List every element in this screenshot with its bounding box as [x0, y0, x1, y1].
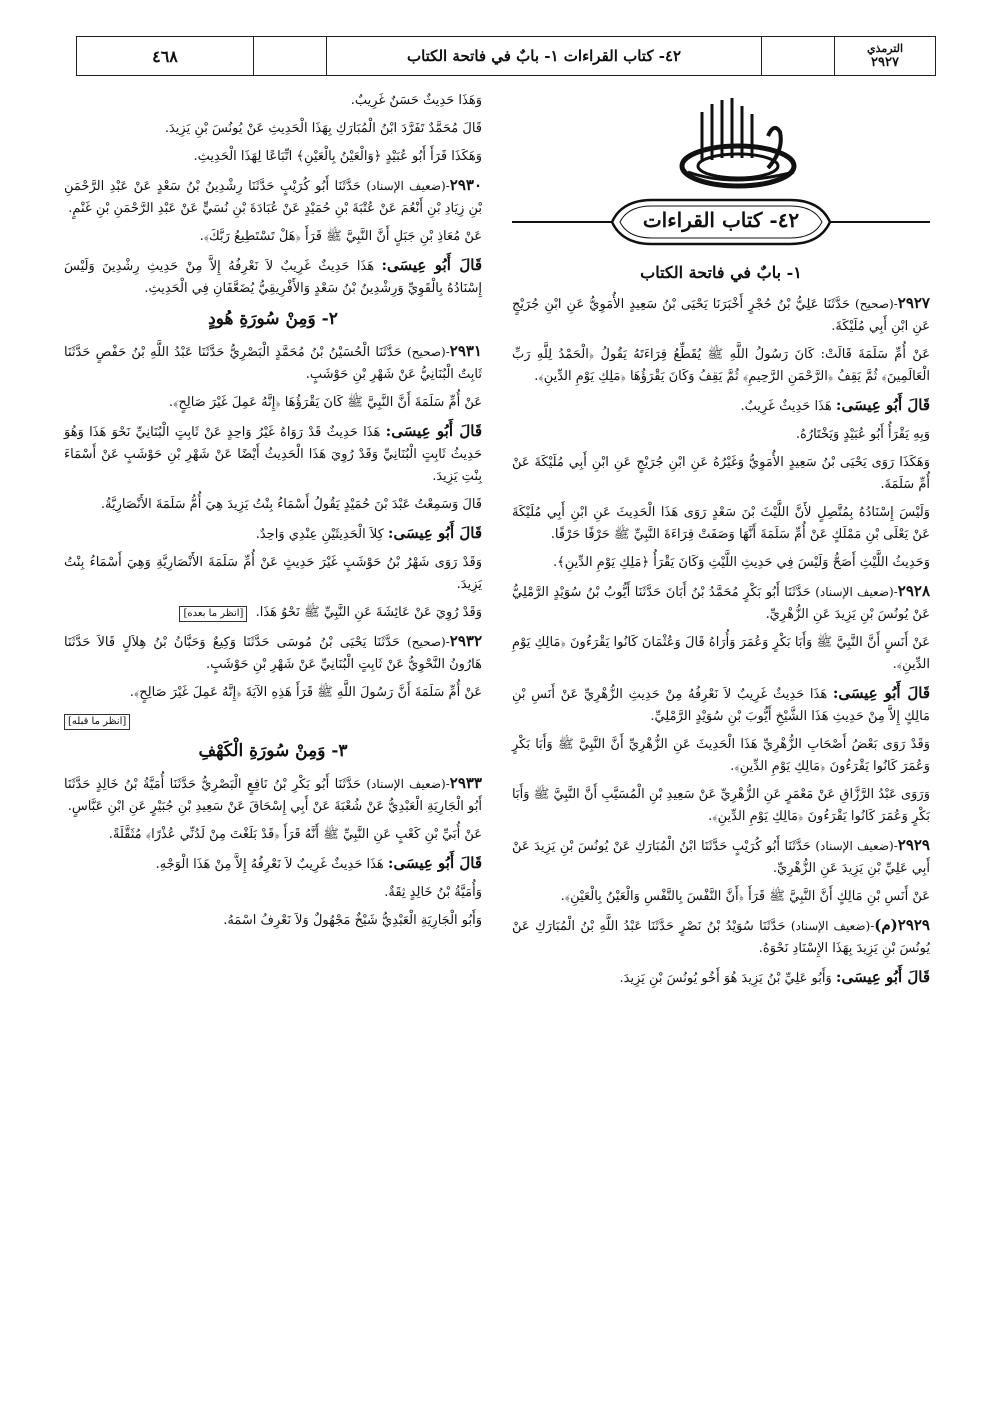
hadith-2929 — [512, 834, 930, 880]
commentary-paragraph: وَقَدْ رَوَى بَعْضُ أَصْحَابِ الزُّهْرِيِّ هَذَا الْحَدِيثَ عَنِ الزُّهْرِيِّ أَنَّ النَّبِيَّ ﷺ وَأَبَا بَكْرٍ وَعُمَرَ كَانُوا يَقْرَءُونَ ﴿مَالِكِ يَوْمِ الدِّينِ﴾. — [512, 737, 930, 774]
hadith-number: ٢٩٢٩(م) — [874, 916, 930, 934]
abu-isa-label: قَالَ أَبُو عِيسَى: — [832, 684, 930, 702]
header-cell-empty — [253, 37, 326, 75]
hadith-isnad: حَدَّثَنَا الْحُسَيْنُ بْنُ مُحَمَّدٍ الْبَصْرِيُّ حَدَّثَنَا عَبْدُ اللَّهِ بْنُ حَفْصٍ حَدَّثَنَا ثَابِتٌ الْبُنَانِيُّ عَنْ شَهْرِ بْنِ حَوْشَبٍ. — [64, 345, 482, 382]
cross-reference: [انظر ما قبله] — [64, 714, 130, 730]
commentary — [64, 522, 482, 546]
source-number: ٢٩٢٧ — [871, 55, 899, 70]
hadith-matn: عَنْ أُمِّ سَلَمَةَ أَنَّ النَّبِيَّ ﷺ كَانَ يَقْرَؤُهَا ﴿إِنَّهُ عَمِلَ غَيْرَ صَالِحٍ﴾. — [168, 395, 482, 410]
commentary-paragraph: وَقَدْ رَوَى شَهْرُ بْنُ حَوْشَبٍ غَيْرَ حَدِيثٍ عَنْ أُمِّ سَلَمَةَ الأَنْصَارِيَّةِ وَهِيَ أَسْمَاءُ بِنْتُ يَزِيدَ. — [64, 555, 482, 592]
header-cell-empty — [761, 37, 834, 75]
commentary-text: هَذَا حَدِيثٌ غَرِيبٌ. — [740, 399, 832, 414]
hadith-2928 — [512, 580, 930, 626]
commentary-paragraph: وَبِهِ يَقْرَأُ أَبُو عُبَيْدٍ وَيَخْتَارُهُ. — [795, 427, 930, 442]
section-heading: ١- بابٌ في فاتحة الكتاب — [640, 263, 802, 282]
hadith-matn: عَنْ أَنَسِ بْنِ مَالِكٍ أَنَّ النَّبِيَّ ﷺ قَرَأَ ﴿أَنَّ النَّفْسَ بِالنَّفْسِ وَالْعَيْنُ بِالْعَيْنِ﴾. — [560, 889, 930, 904]
hadith-matn: عَنْ مُعَاذِ بْنِ جَبَلٍ أَنَّ النَّبِيَّ ﷺ قَرَأَ ﴿هَلْ تَسْتَطِيعُ رَبَّكَ﴾. — [199, 229, 482, 244]
hadith-isnad: حَدَّثَنَا سُوَيْدُ بْنُ نَصْرٍ حَدَّثَنَا عَبْدُ اللَّهِ بْنُ الْمُبَارَكِ عَنْ يُونُسَ بْنِ يَزِيدَ بِهَذَا الإِسْنَادِ نَحْوَهُ. — [512, 919, 930, 956]
commentary-text: وَأَبُو عَلِيِّ بْنُ يَزِيدَ هُوَ أَخُو يُونُسَ بْنِ يَزِيدَ. — [619, 971, 832, 986]
page-header — [76, 36, 936, 76]
commentary-paragraph — [64, 602, 482, 624]
hadith-grade: -(ضعيف الإسناد) — [790, 919, 875, 933]
hadith-2931 — [64, 340, 482, 386]
hadith-isnad: حَدَّثَنَا أَبُو بَكْرِ بْنُ نَافِعٍ الْبَصْرِيُّ حَدَّثَنَا أُمَيَّةُ بْنُ خَالِدٍ حَدَّثَنَا أَبُو الْجَارِيَةِ الْعَبْدِيُّ عَنْ شُعْبَةَ عَنْ أَبِي إِسْحَاقَ عَنْ سَعِيدِ بْنِ جُبَيْرٍ عَنِ ابْنِ عَبَّاسٍ. — [64, 777, 482, 814]
hadith-number: ٢٩٢٨ — [897, 582, 931, 600]
chapter-title: ٤٢- كتاب القراءات — [642, 208, 800, 232]
commentary — [512, 682, 930, 728]
cross-reference-line — [64, 710, 482, 732]
hadith-grade: -(ضعيف الإسناد) — [815, 839, 898, 853]
abu-isa-label: قَالَ أَبُو عِيسَى: — [835, 968, 930, 986]
hadith-matn: عَنْ أَنَسٍ أَنَّ النَّبِيَّ ﷺ وَأَبَا بَكْرٍ وَعُمَرَ وَأُرَاهُ قَالَ وَعُثْمَانَ كَانُوا يَقْرَءُونَ ﴿مَالِكِ يَوْمِ الدِّينِ﴾. — [512, 635, 930, 672]
commentary-text: هَذَا حَدِيثٌ غَرِيبٌ لاَ نَعْرِفُهُ مِنْ حَدِيثِ الزُّهْرِيِّ عَنْ أَنَسِ بْنِ مَالِكٍ إِلاَّ مِنْ حَدِيثِ هَذَا الشَّيْخِ أَيُّوبَ بْنِ سُوَيْدٍ الرَّمْلِيِّ. — [512, 687, 930, 724]
commentary-paragraph: وَهَكَذَا رَوَى يَحْيَى بْنُ سَعِيدٍ الأُمَوِيُّ وَغَيْرُهُ عَنِ ابْنِ جُرَيْجٍ عَنِ ابْنِ أَبِي مُلَيْكَةَ عَنْ أُمِّ سَلَمَةَ. — [512, 455, 930, 492]
hadith-isnad: حَدَّثَنَا أَبُو كُرَيْبٍ حَدَّثَنَا ابْنُ الْمُبَارَكِ عَنْ يُونُسَ بْنِ يَزِيدَ عَنْ أَبِي عَلِيِّ بْنِ يَزِيدَ عَنِ الزُّهْرِيِّ. — [512, 839, 930, 876]
commentary-paragraph: وَرَوَى عَبْدُ الرَّزَّاقِ عَنْ مَعْمَرٍ عَنِ الزُّهْرِيِّ عَنْ سَعِيدِ بْنِ الْمُسَيَّبِ أَنَّ النَّبِيَّ ﷺ وَأَبَا بَكْرٍ وَعُمَرَ كَانُوا يَقْرَءُونَ ﴿مَالِكِ يَوْمِ الدِّينِ﴾. — [512, 787, 930, 824]
commentary — [64, 852, 482, 876]
hadith-grade: -(صحيح) — [855, 297, 898, 311]
hadith-matn: عَنْ أُمِّ سَلَمَةَ أَنَّ رَسُولَ اللَّهِ ﷺ قَرَأَ هَذِهِ الآيَةَ ﴿إِنَّهُ عَمِلَ غَيْرَ صَالِحٍ﴾. — [129, 685, 482, 700]
hadith-matn: عَنْ أُمِّ سَلَمَةَ قَالَتْ: كَانَ رَسُولُ اللَّهِ ﷺ يُقَطِّعُ قِرَاءَتَهُ يَقُولُ ﴿الْحَمْدُ لِلَّهِ رَبِّ الْعَالَمِينَ﴾ ثُمَّ يَقِفُ ﴿الرَّحْمَنِ الرَّحِيمِ﴾ ثُمَّ يَقِفُ وَكَانَ يَقْرَؤُهَا ﴿مَلِكِ يَوْمِ الدِّينِ﴾. — [512, 347, 930, 384]
right-column — [512, 258, 930, 996]
cross-reference: [انظر ما بعده] — [179, 606, 247, 622]
hadith-number: ٢٩٣١ — [449, 342, 482, 360]
hadith-number: ٢٩٢٧ — [897, 294, 930, 312]
commentary-text: كِلاَ الْحَدِيثَيْنِ عِنْدِي وَاحِدٌ. — [255, 527, 384, 542]
left-column — [64, 90, 482, 938]
commentary-paragraph: وَحَدِيثُ اللَّيْثِ أَصَحُّ وَلَيْسَ فِي حَدِيثِ اللَّيْثِ وَكَانَ يَقْرَأُ ﴿مَلِكِ يَوْمِ الدِّينِ﴾. — [552, 555, 930, 570]
source-label: الترمذي — [866, 42, 904, 55]
abu-isa-label: قَالَ أَبُو عِيسَى: — [385, 422, 482, 440]
commentary-paragraph: وَأَبُو الْجَارِيَةِ الْعَبْدِيُّ شَيْخٌ مَجْهُولٌ وَلاَ نَعْرِفُ اسْمَهُ. — [223, 913, 482, 928]
header-title: ٤٢- كتاب القراءات ١- بابٌ في فاتحة الكتاب — [326, 37, 761, 75]
commentary-paragraph: وَهَذَا حَدِيثٌ حَسَنٌ غَرِيبٌ. — [350, 93, 482, 108]
commentary — [64, 254, 482, 300]
basmala-calligraphy-icon — [672, 92, 812, 192]
surah-heading: ٣- وَمِنْ سُورَةِ الْكَهْفِ — [198, 741, 348, 761]
hadith-number: ٢٩٣٢ — [449, 632, 483, 650]
abu-isa-label: قَالَ أَبُو عِيسَى: — [387, 854, 482, 872]
commentary — [512, 966, 930, 990]
commentary-paragraph: وَأُمَيَّةُ بْنُ خَالِدٍ ثِقَةٌ. — [384, 885, 482, 900]
hadith-2932 — [64, 630, 482, 676]
source-reference — [834, 37, 935, 75]
commentary — [64, 420, 482, 488]
hadith-isnad: حَدَّثَنَا يَحْيَى بْنُ مُوسَى حَدَّثَنَا وَكِيعٌ وَحَبَّانُ بْنُ هِلاَلٍ قَالاَ حَدَّثَنَا هَارُونُ النَّحْوِيُّ عَنْ ثَابِتٍ الْبُنَانِيِّ عَنْ شَهْرِ بْنِ حَوْشَبٍ. — [64, 635, 482, 672]
hadith-2933 — [64, 772, 482, 818]
hadith-isnad: حَدَّثَنَا أَبُو بَكْرٍ مُحَمَّدُ بْنُ أَبَانَ حَدَّثَنَا أَيُّوبُ بْنُ سُوَيْدٍ الرَّمْلِيُّ عَنْ يُونُسَ بْنِ يَزِيدَ عَنِ الزُّهْرِيِّ. — [512, 585, 930, 622]
hadith-grade: -(ضعيف الإسناد) — [366, 179, 450, 193]
abu-isa-label: قَالَ أَبُو عِيسَى: — [835, 396, 930, 414]
hadith-isnad: حَدَّثَنَا أَبُو كُرَيْبٍ حَدَّثَنَا رِشْدِينُ بْنُ سَعْدٍ عَنْ عَبْدِ الرَّحْمَنِ بْنِ زِيَادِ بْنِ أَنْعُمَ عَنْ عُتْبَةَ بْنِ حُمَيْدٍ عَنْ عُبَادَةَ بْنِ نُسَيٍّ عَنْ عَبْدِ الرَّحْمَنِ بْنِ غَنْمٍ. — [64, 179, 482, 216]
abu-isa-label: قَالَ أَبُو عِيسَى: — [387, 524, 482, 542]
hadith-grade: -(صحيح) — [407, 635, 450, 649]
hadith-2927 — [512, 292, 930, 338]
commentary-paragraph: قَالَ مُحَمَّدٌ تَفَرَّدَ ابْنُ الْمُبَارَكِ بِهَذَا الْحَدِيثِ عَنْ يُونُسَ بْنِ يَزِيدَ. — [164, 121, 482, 136]
commentary-text: هَذَا حَدِيثٌ غَرِيبٌ لاَ نَعْرِفُهُ إِلاَّ مِنْ هَذَا الْوَجْهِ. — [155, 857, 384, 872]
hadith-number: ٢٩٢٩ — [897, 836, 930, 854]
hadith-grade: -(صحيح) — [407, 345, 450, 359]
commentary — [512, 394, 930, 418]
hadith-number: ٢٩٣٣ — [449, 774, 482, 792]
commentary-text: هَذَا حَدِيثٌ قَدْ رَوَاهُ غَيْرُ وَاحِدٍ عَنْ ثَابِتٍ الْبُنَانِيِّ نَحْوَ هَذَا وَهُوَ حَدِيثُ ثَابِتٍ الْبُنَانِيِّ وَقَدْ رُوِيَ هَذَا الْحَدِيثُ أَيْضًا عَنْ شَهْرِ بْنِ حَوْشَبٍ عَنْ أَسْمَاءَ بِنْتِ يَزِيدَ. — [64, 425, 482, 484]
commentary-text: وَقَدْ رُوِيَ عَنْ عَائِشَةَ عَنِ النَّبِيِّ ﷺ نَحْوُ هَذَا. — [255, 605, 482, 620]
hadith-2930 — [64, 174, 482, 220]
hadith-number: ٢٩٣٠ — [449, 176, 483, 194]
commentary-paragraph: قَالَ وَسَمِعْتُ عَبْدَ بْنَ حُمَيْدٍ يَقُولُ أَسْمَاءُ بِنْتُ يَزِيدَ هِيَ أُمُّ سَلَمَةَ الأَنْصَارِيَّةُ. — [100, 497, 482, 512]
hadith-isnad: حَدَّثَنَا عَلِيُّ بْنُ حُجْرٍ أَخْبَرَنَا يَحْيَى بْنُ سَعِيدٍ الأُمَوِيُّ عَنِ ابْنِ جُرَيْجٍ عَنِ ابْنِ أَبِي مُلَيْكَةَ. — [512, 297, 930, 334]
abu-isa-label: قَالَ أَبُو عِيسَى: — [381, 256, 482, 274]
commentary-paragraph: وَهَكَذَا قَرَأَ أَبُو عُبَيْدٍ ﴿وَالْعَيْنُ بِالْعَيْنِ﴾ اتِّبَاعًا لِهَذَا الْحَدِيثِ. — [193, 149, 482, 164]
hadith-grade: -(ضعيف الإسناد) — [366, 777, 450, 791]
commentary-paragraph: وَلَيْسَ إِسْنَادُهُ بِمُتَّصِلٍ لأَنَّ اللَّيْثَ بْنَ سَعْدٍ رَوَى هَذَا الْحَدِيثَ عَنِ ابْنِ أَبِي مُلَيْكَةَ عَنْ يَعْلَى بْنِ مَمْلَكٍ عَنْ أُمِّ سَلَمَةَ أَنَّهَا وَصَفَتْ قِرَاءَةَ النَّبِيِّ ﷺ حَرْفًا حَرْفًا. — [512, 505, 930, 542]
hadith-grade: -(ضعيف الإسناد) — [815, 585, 898, 599]
surah-heading: ٢- وَمِنْ سُورَةِ هُودٍ — [208, 309, 338, 329]
hadith-matn: عَنْ أُبَيِّ بْنِ كَعْبٍ عَنِ النَّبِيِّ ﷺ أَنَّهُ قَرَأَ ﴿قَدْ بَلَغْتَ مِنْ لَدُنِّي عُذْرًا﴾ مُثَقَّلَةً. — [108, 827, 482, 842]
commentary-text: هَذَا حَدِيثٌ غَرِيبٌ لاَ نَعْرِفُهُ إِلاَّ مِنْ حَدِيثِ رِشْدِينَ وَلَيْسَ إِسْنَادُهُ بِالْقَوِيِّ وَرِشْدِينُ بْنُ سَعْدٍ وَالأَفْرِيقِيُّ يُضَعَّفَانِ فِي الْحَدِيثِ. — [64, 259, 482, 296]
page-number: ٤٦٨ — [152, 46, 178, 66]
hadith-2929m — [512, 914, 930, 960]
